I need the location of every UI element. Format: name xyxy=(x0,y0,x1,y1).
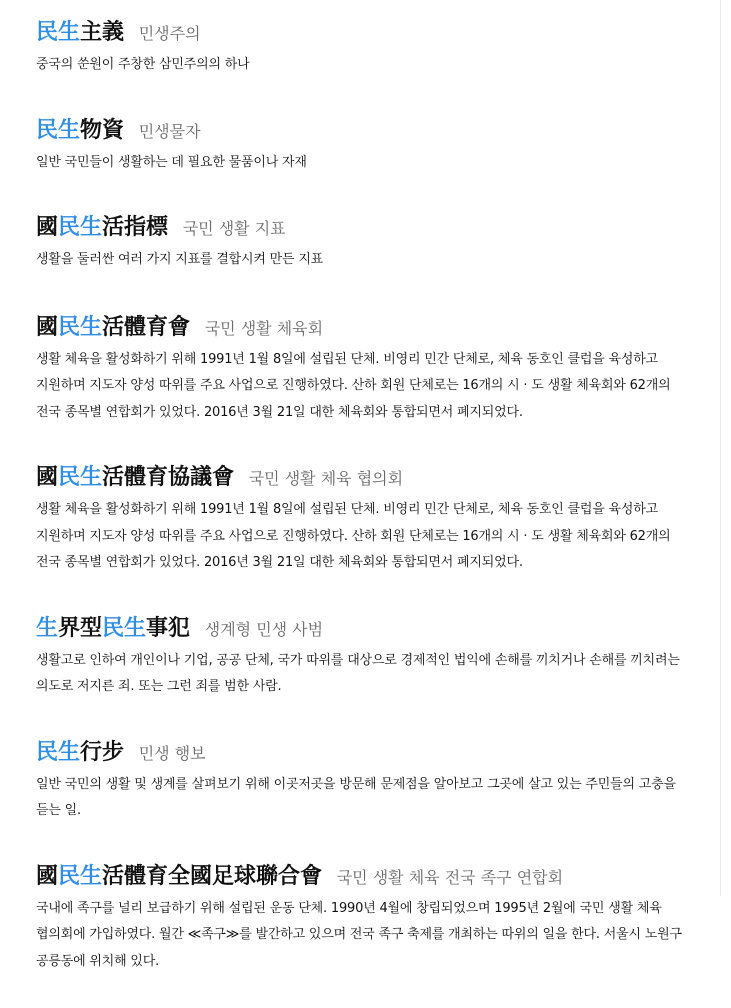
headword-part: 主義 xyxy=(80,20,125,45)
entry-list xyxy=(36,14,696,1008)
dictionary-entry xyxy=(36,209,696,274)
headword-part: 物資 xyxy=(80,117,125,143)
headword-part: 事犯 xyxy=(146,615,191,641)
headword-highlight: 生 xyxy=(36,615,59,641)
headword-reading: 국민 생활 체육 협의회 xyxy=(248,469,404,488)
headword[interactable] xyxy=(36,215,176,240)
headword-reading: 민생 행보 xyxy=(138,743,206,763)
headword-highlight: 民生 xyxy=(58,314,103,340)
headword-reading: 국민 생활 체육 전국 족구 연합회 xyxy=(336,867,564,887)
headword-part: 活體育協議會 xyxy=(102,465,235,490)
definition-text: 일반 국민의 생활 및 생계를 살펴보기 위해 이곳저곳을 방문해 문제점을 알아보고 그곳에 살고 있는 주민들의 고충을 듣는 일. xyxy=(36,776,676,818)
headword-reading: 국민 생활 체육회 xyxy=(204,318,324,338)
dictionary-entry xyxy=(36,112,696,177)
headword-reading: 민생주의 xyxy=(138,24,201,43)
headword[interactable] xyxy=(36,740,132,765)
headword-part: 活指標 xyxy=(102,215,169,240)
dictionary-entry xyxy=(36,14,696,79)
headword-highlight: 民生 xyxy=(58,465,103,490)
headword-highlight: 民生 xyxy=(58,215,103,240)
headword-line xyxy=(36,309,696,347)
headword-line xyxy=(36,209,696,247)
dictionary-entry xyxy=(36,459,696,577)
headword-reading: 민생물자 xyxy=(138,121,201,141)
headword-highlight: 民生 xyxy=(36,20,81,45)
definition-text: 생활을 둘러싼 여러 가지 지표를 결합시켜 만든 지표 xyxy=(36,252,324,267)
headword-highlight: 民生 xyxy=(102,615,147,641)
definition-text: 국내에 족구를 널리 보급하기 위해 설립된 운동 단체. 1990년 4월에 창립되었으며 1995년 2월에 국민 생활 체육 협의회에 가입하였다. 월간 ≪족구≫를 발간하고 있으며 전국 족구 축제를 개최하는 따위의 일을 한다. 서울시 노원구 공릉동에 위치해 있다. xyxy=(36,900,682,969)
definition-text: 생활 체육을 활성화하기 위해 1991년 1월 8일에 설립된 단체. 비영리 민간 단체로, 체육 동호인 클럽을 육성하고 지원하며 지도자 양성 따위를 주요 사업으로 진행하였다. 산하 회원 단체로는 16개의 시 · 도 생활 체육회와 62개의 전국 종목별 연합회가 있었다. 2016년 3월 21일 대한 체육회와 통합되면서 폐지되었다. xyxy=(36,351,671,420)
headword-part: 國 xyxy=(36,863,59,889)
headword-line xyxy=(36,459,696,497)
dictionary-entry xyxy=(36,309,696,427)
page-right-border xyxy=(720,0,721,896)
definition-text: 중국의 쑨원이 주창한 삼민주의의 하나 xyxy=(36,57,250,72)
headword[interactable] xyxy=(36,315,198,340)
headword[interactable] xyxy=(36,20,132,45)
headword-line xyxy=(36,610,696,648)
headword[interactable] xyxy=(36,864,330,889)
headword-highlight: 民生 xyxy=(58,863,103,889)
headword-line xyxy=(36,858,696,896)
headword-part: 國 xyxy=(36,465,59,490)
headword-part: 國 xyxy=(36,215,59,240)
headword[interactable] xyxy=(36,465,242,490)
definition-text: 일반 국민들이 생활하는 데 필요한 물품이나 자재 xyxy=(36,154,307,170)
headword-reading: 생계형 민생 사범 xyxy=(204,619,324,639)
headword-part: 國 xyxy=(36,314,59,340)
headword-line xyxy=(36,112,696,150)
headword-part: 行步 xyxy=(80,739,125,765)
headword-highlight: 民生 xyxy=(36,117,81,143)
dictionary-entry xyxy=(36,858,696,976)
headword-line xyxy=(36,734,696,772)
headword-part: 活體育會 xyxy=(102,314,191,340)
definition-text: 생활 체육을 활성화하기 위해 1991년 1월 8일에 설립된 단체. 비영리 민간 단체로, 체육 동호인 클럽을 육성하고 지원하며 지도자 양성 따위를 주요 사업으로 진행하였다. 산하 회원 단체로는 16개의 시 · 도 생활 체육회와 62개의 전국 종목별 연합회가 있었다. 2016년 3월 21일 대한 체육회와 통합되면서 폐지되었다. xyxy=(36,502,671,570)
headword-reading: 국민 생활 지표 xyxy=(182,219,286,238)
headword[interactable] xyxy=(36,616,198,641)
dictionary-entry xyxy=(36,734,696,825)
headword-part: 活體育全國足球聯合會 xyxy=(102,863,323,889)
headword[interactable] xyxy=(36,118,132,143)
dictionary-entry xyxy=(36,610,696,701)
headword-part: 界型 xyxy=(58,615,103,641)
headword-highlight: 民生 xyxy=(36,739,81,765)
definition-text: 생활고로 인하여 개인이나 기업, 공공 단체, 국가 따위를 대상으로 경제적인 법익에 손해를 끼치거나 손해를 끼치려는 의도로 저지른 죄. 또는 그런 죄를 범한 사람. xyxy=(36,652,680,694)
headword-line xyxy=(36,14,696,52)
